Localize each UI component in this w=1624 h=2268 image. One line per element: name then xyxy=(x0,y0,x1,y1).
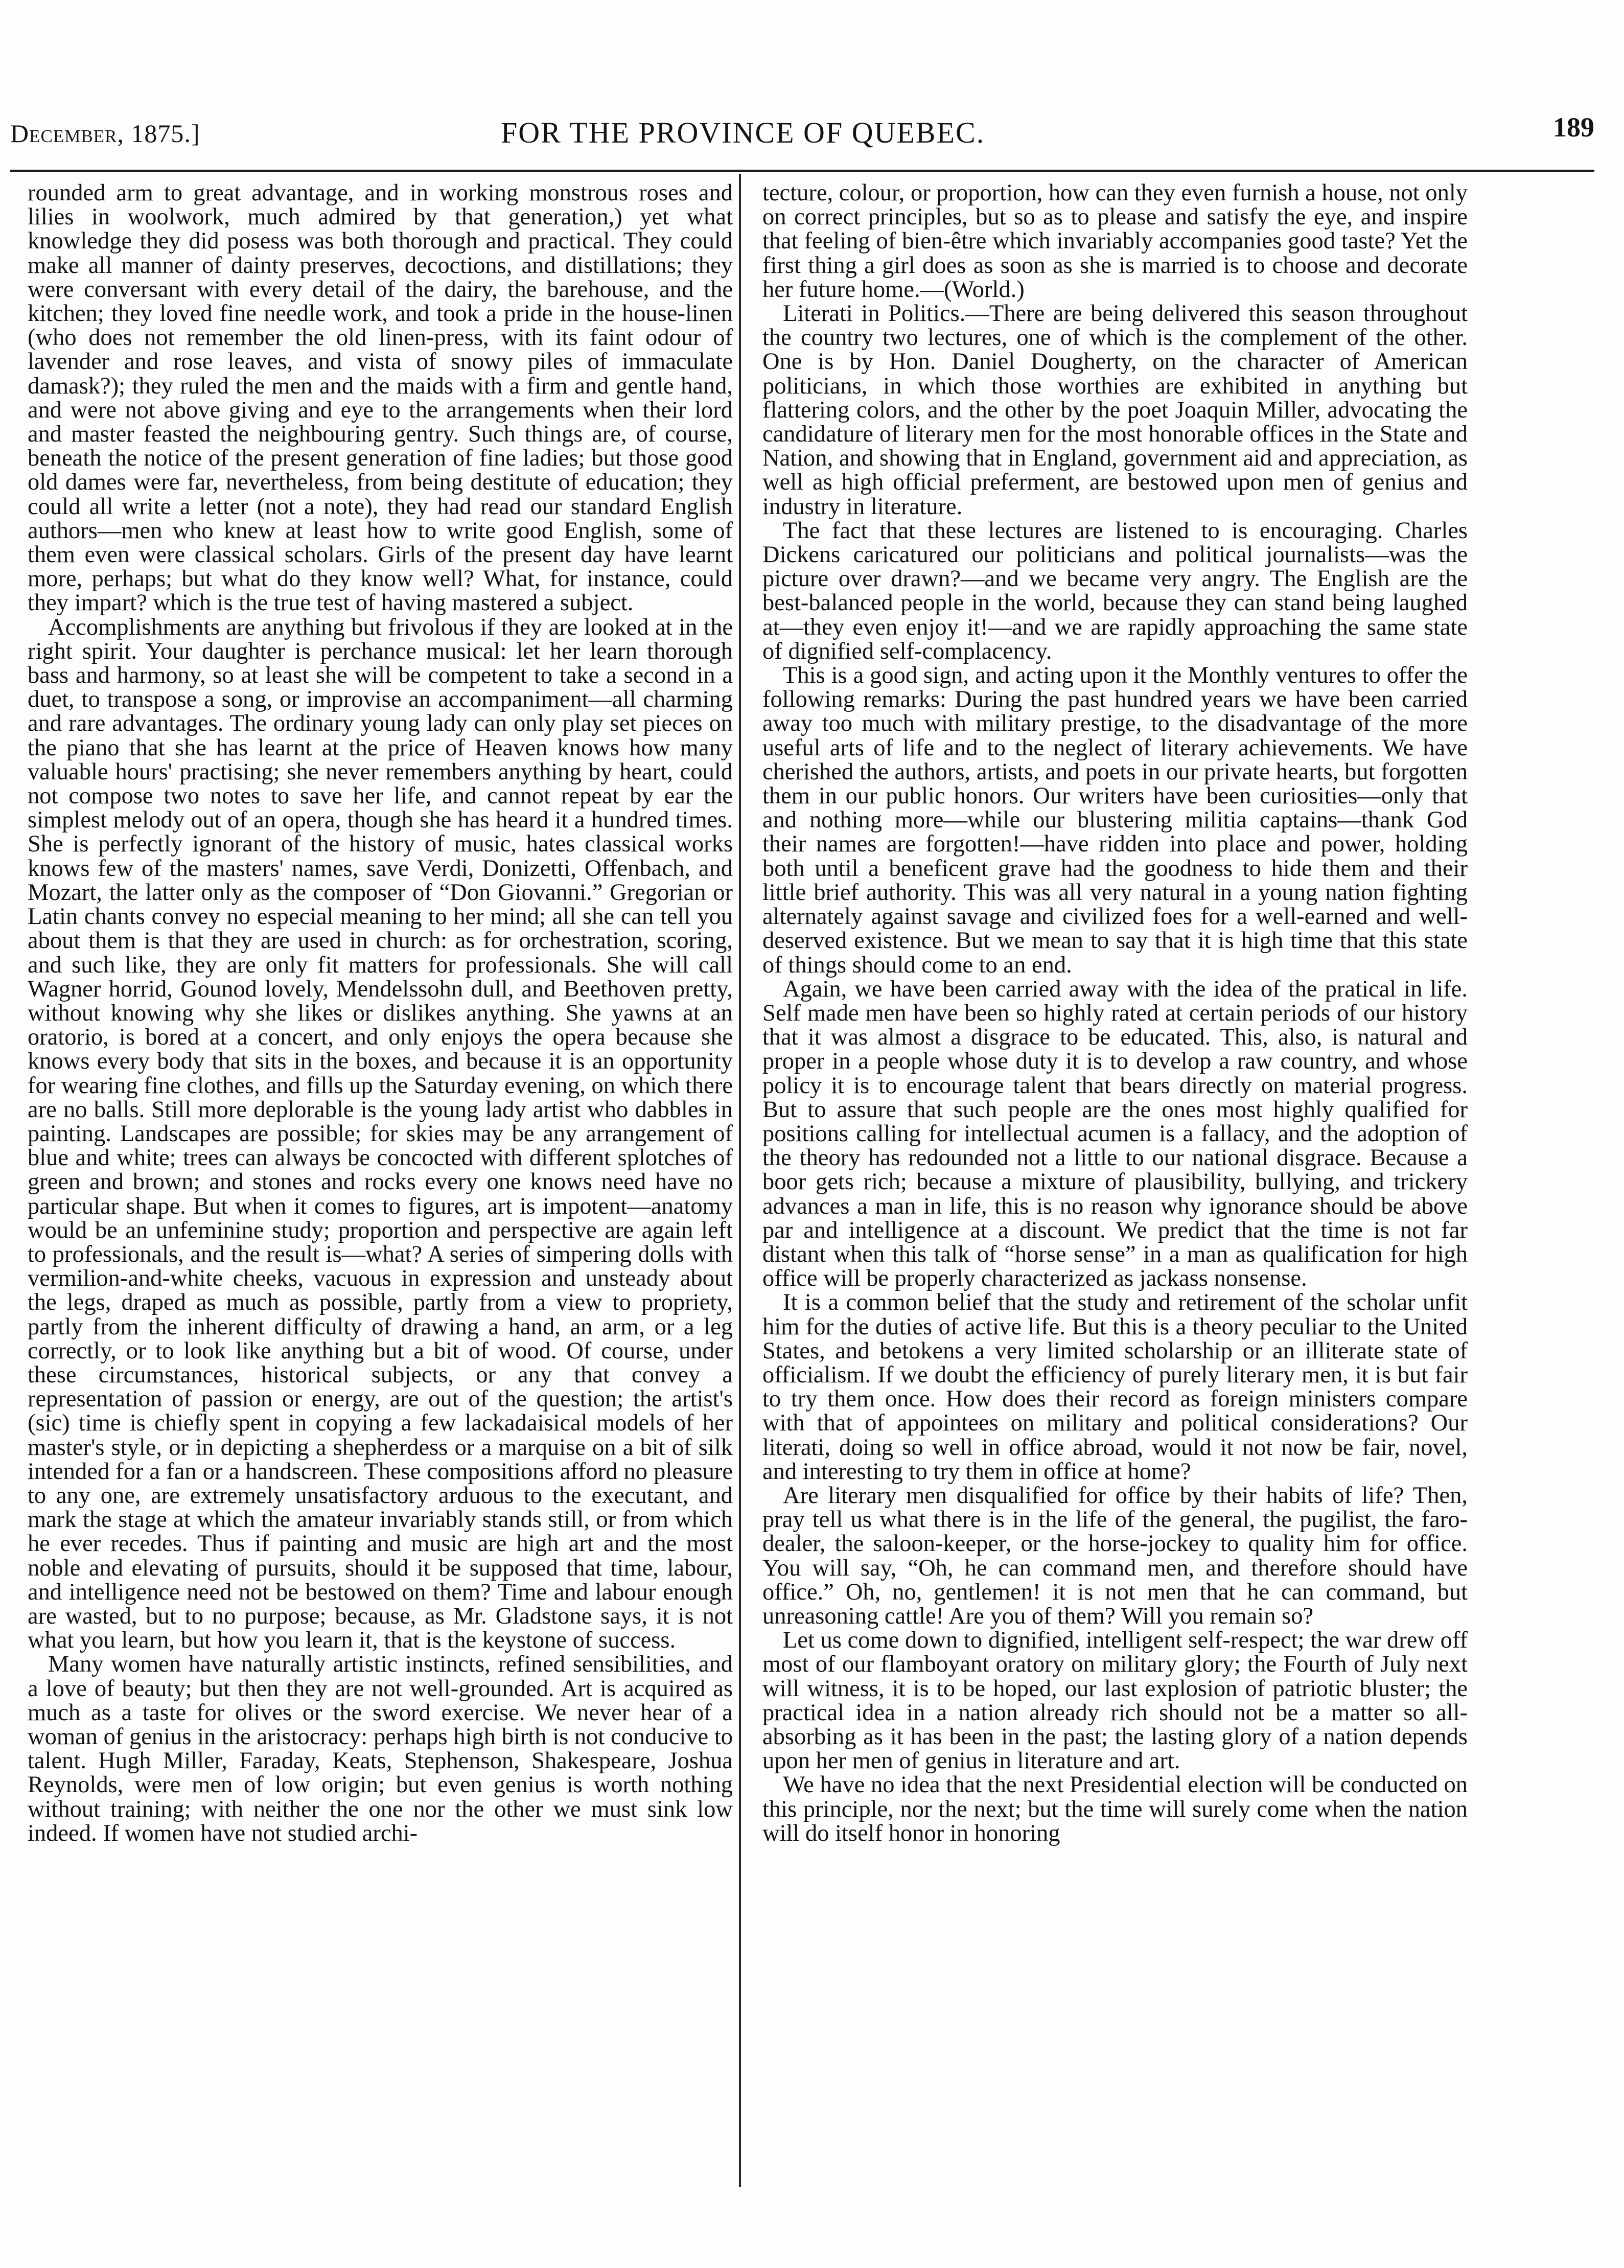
right-paragraph-5: Again, we have been carried away with the idea of the pratical in life. Self made men have been so highly rated at certain periods of our history that it was almost a disgrace to be educated. This, also, is natural and proper in a people whose duty it is to develop a raw country, and whose policy it is to encourage talent that bears directly on material progress. But to assure that such people are the ones most highly qualified for positions calling for intellectual acumen is a fallacy, and the adoption of the theory has redounded not a little to our national disgrace. Because a boor gets rich; because a mixture of plausibility, bullying, and trickery advances a man in life, this is no reason why ignorance should be above par and intelligence at a discount. We predict that the time is not far distant when this talk of “horse sense” in a man as qualification for high office will be properly characterized as jackass nonsense. xyxy=(762,976,1468,1292)
left-paragraph-2: Accomplishments are anything but frivolous if they are looked at in the right spirit. Your daughter is perchance musical: let her learn thorough bass and harmony, so at least she will be competent to take a second in a duet, to transpose a song, or improvise an accompaniment—all charming and rare advantages. The ordinary young lady can only play set pieces on the piano that she has learnt at the price of Heaven knows how many valuable hours' practising; she never remembers anything by heart, could not compose two notes to save her life, and cannot repeat by ear the simplest melody out of an opera, though she has heard it a hundred times. She is perfectly ignorant of the history of music, hates classical works knows few of the masters' names, save Verdi, Donizetti, Offenbach, and Mozart, the latter only as the composer of “Don Giovanni.” Gregorian or Latin chants convey no especial meaning to her mind; all she can tell you about them is that they are used in church: as for orchestration, scoring, and such like, they are only fit matters for professionals. She will call Wagner horrid, Gounod lovely, Mendelssohn dull, and Beethoven pretty, without knowing why she likes or dislikes anything. She yawns at an oratorio, is bored at a concert, and only enjoys the opera because she knows every body that sits in the boxes, and because it is an opportunity for wearing fine clothes, and fills up the Saturday evening, on which there are no balls. Still more deplorable is the young lady artist who dabbles in painting. Landscapes are possible; for skies may be any arrangement of blue and white; trees can always be concocted with different splotches of green and brown; and stones and rocks every one knows need have no particular shape. But when it comes to figures, art is impotent—anatomy would be an unfeminine study; proportion and perspective are again left to professionals, and the result is—what? A series of simpering dolls with vermilion-and-white cheeks, vacuous in expression and unsteady about the legs, draped as much as possible, partly from a view to propriety, partly from the inherent difficulty of drawing a hand, an arm, or a leg correctly, or to look like anything but a bit of wood. Of course, under these circumstances, historical subjects, or any that convey a representation of passion or energy, are out of the question; the artist's (sic) time is chiefly spent in copying a few lackadaisical models of her master's style, or in depicting a shepherdess or a marquise on a bit of silk intended for a fan or a handscreen. These compositions afford no pleasure to any one, are extremely unsatisfactory arduous to the executant, and mark the stage at which the amateur invariably stands still, or from which he ever recedes. Thus if painting and music are high art and the most noble and elevating of pursuits, should it be supposed that time, labour, and intelligence need not be bestowed on them? Time and labour enough are wasted, but to no purpose; because, as Mr. Gladstone says, it is not what you learn, but how you learn it, that is the keystone of success. xyxy=(28,614,733,1654)
page-number: 189 xyxy=(1553,112,1594,143)
right-paragraph-7: Are literary men disqualified for office by their habits of life? Then, pray tell us what there is in the life of the general, the pugilist, the faro-dealer, the saloon-keeper, or the horse-jockey to quality him for office. You will say, “Oh, he can command men, and therefore should have office.” Oh, no, gentlemen! it is not men that he can command, but unreasoning cattle! Are you of them? Will you remain so? xyxy=(762,1482,1468,1629)
literati-in-politics-paragraph: Literati in Politics.—There are being delivered this season throughout the country two lectures, one of which is the complement of the other. One is by Hon. Daniel Dougherty, on the character of American politicians, in which those worthies are exhibited in anything but flattering colors, and the other by the poet Joaquin Miller, advocating the candidature of literary men for the most honorable offices in the State and Nation, and showing that in England, government aid and appreciation, as well as high official preferment, are bestowed upon men of genius and industry in literature. xyxy=(762,300,1468,520)
right-paragraph-8: Let us come down to dignified, intelligent self-respect; the war drew off most of our flamboyant oratory on military glory; the Fourth of July next will witness, it is to be hoped, our last explosion of patriotic bluster; the practical idea in a nation already rich should not be a matter so all-absorbing as it has been in the past; the lasting glory of a nation depends upon her men of genius in literature and art. xyxy=(762,1627,1468,1774)
right-paragraph-6: It is a common belief that the study and retirement of the scholar unfit him for the duties of active life. But this is a theory peculiar to the United States, and betokens a very limited scholarship or an illiterate state of officialism. If we doubt the efficiency of purely literary men, it is but fair to try them once. How does their record as foreign ministers compare with that of appointees on military and political considerations? Our literati, doing so well in office abroad, would it not now be fair, novel, and interesting to try them in office at home? xyxy=(762,1289,1468,1485)
running-title: FOR THE PROVINCE OF QUEBEC. xyxy=(501,116,985,149)
running-head xyxy=(10,111,1594,152)
right-paragraph-3: The fact that these lectures are listened to is encouraging. Charles Dickens caricatured our politicians and political journalists—was the picture over drawn?—and we became very angry. The English are the best-balanced people in the world, because they can stand being laughed at—they even enjoy it!—and we are rapidly approaching the same state of dignified self-complacency. xyxy=(762,517,1468,664)
header-rule xyxy=(10,170,1594,172)
left-paragraph-3: Many women have naturally artistic instincts, refined sensibilities, and a love of beauty; but then they are not well-grounded. Art is acquired as much as a taste for olives or the sword exercise. We never hear of a woman of genius in the aristocracy: perhaps high birth is not conducive to talent. Hugh Miller, Faraday, Keats, Stephenson, Shakespeare, Joshua Reynolds, were men of low origin; but even genius is worth nothing without training; with neither the one nor the other we must sink low indeed. If women have not studied archi- xyxy=(28,1651,733,1846)
right-column xyxy=(762,181,1468,2194)
right-paragraph-1: tecture, colour, or proportion, how can they even furnish a house, not only on correct principles, but so as to please and satisfy the eye, and inspire that feeling of bien-être which invariably accompanies good taste? Yet the first thing a girl does as soon as she is married is to choose and decorate her future home.—(World.) xyxy=(762,181,1468,303)
right-paragraph-4: This is a good sign, and acting upon it the Monthly ventures to offer the following remarks: During the past hundred years we have been carried away too much with military prestige, to the disadvantage of the more useful arts of life and to the neglect of literary achievements. We have cherished the authors, artists, and poets in our private hearts, but forgotten them in our public honors. Our writers have been curiosities—only that and nothing more—while our blustering militia captains—thank God their names are forgotten!—have ridden into place and power, holding both until a beneficent grave had the goodness to hide them and their little brief authority. This was all very natural in a young nation fighting alternately against savage and civilized foes for a well-earned and well-deserved existence. But we mean to say that it is high time that this state of things should come to an end. xyxy=(762,662,1468,978)
left-column xyxy=(28,181,733,2194)
column-divider xyxy=(739,174,741,2187)
issue-date: December, 1875.] xyxy=(10,119,200,148)
right-paragraph-9: We have no idea that the next Presidential election will be conducted on this principle, nor the next; but the time will surely come when the nation will do itself honor in honoring xyxy=(762,1772,1468,1846)
left-paragraph-1: rounded arm to great advantage, and in working monstrous roses and lilies in woolwork, much admired by that generation,) yet what knowledge they did posess was both thorough and practical. They could make all manner of dainty preserves, decoctions, and distillations; they were conversant with every detail of the dairy, the barehouse, and the kitchen; they loved fine needle work, and took a pride in the house-linen (who does not remember the old linen-press, with its faint odour of lavender and rose leaves, and vista of snowy piles of immaculate damask?); they ruled the men and the maids with a firm and gentle hand, and were not above giving and eye to the arrangements when their lord and master feasted the neighbouring gentry. Such things are, of course, beneath the notice of the present generation of fine ladies; but those good old dames were far, nevertheless, from being destitute of education; they could all write a letter (not a note), they had read our standard English authors—men who knew at least how to write good English, some of them even were classical scholars. Girls of the present day have learnt more, perhaps; but what do they know well? What, for instance, could they impart? which is the true test of having mastered a subject. xyxy=(28,181,733,616)
